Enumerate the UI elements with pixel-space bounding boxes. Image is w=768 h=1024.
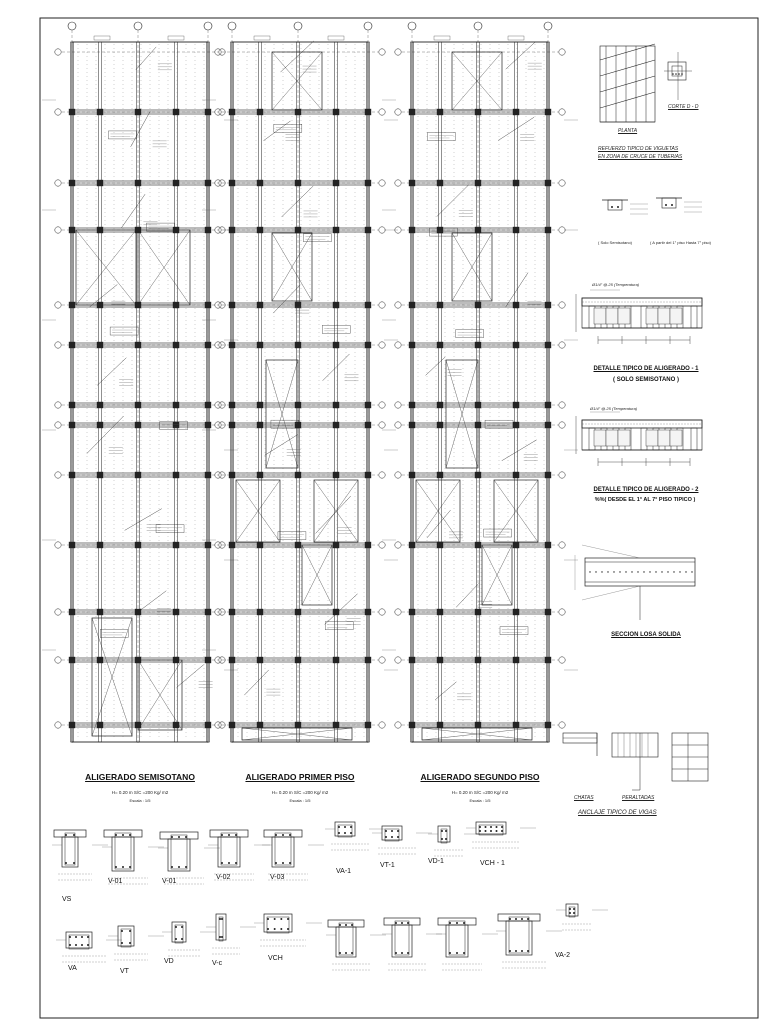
axis-bubble — [204, 22, 212, 30]
viguetas-title: REFUERZO TIPICO DE VIGUETAS — [598, 146, 679, 152]
temperature-note-1: Ø1/4" @.25 (Temperatura) — [592, 282, 640, 287]
axis-bubble — [55, 49, 61, 55]
axis-bubble — [55, 342, 61, 348]
floor-plan-3 — [382, 22, 578, 745]
beam-section-vd1 — [428, 826, 480, 856]
beam-section-vs — [52, 830, 108, 880]
axis-bubble — [134, 22, 142, 30]
axis-bubble — [379, 609, 385, 615]
losa-solida-section — [575, 545, 695, 620]
axis-bubble — [364, 22, 372, 30]
losa-solida-title: SECCION LOSA SOLIDA — [611, 632, 681, 638]
vigueta-reinforcement-detail — [600, 44, 692, 122]
beam-label-vch1: VCH - 1 — [480, 860, 505, 867]
beam-section-vt1 — [372, 826, 432, 854]
beam-section-v01a — [102, 830, 164, 884]
anclaje-tipico-vigas — [563, 733, 658, 790]
axis-bubble — [379, 302, 385, 308]
aligerado-2-title: DETALLE TIPICO DE ALIGERADO - 2 — [593, 487, 699, 493]
axis-bubble — [395, 302, 401, 308]
floor-plan-1 — [42, 22, 238, 745]
floor-plans — [42, 22, 578, 745]
axis-bubble — [559, 342, 565, 348]
axis-bubble — [559, 422, 565, 428]
axis-bubble — [395, 609, 401, 615]
beam-label-v01b: V-01 — [162, 878, 177, 885]
aligerado-1-title: DETALLE TIPICO DE ALIGERADO - 1 — [593, 366, 699, 372]
axis-bubble — [559, 657, 565, 663]
axis-bubble — [474, 22, 482, 30]
aligerado-1-subtitle: ( SOLO SEMISOTANO ) — [613, 377, 679, 383]
axis-bubble — [55, 722, 61, 728]
axis-bubble — [379, 109, 385, 115]
axis-bubble — [395, 49, 401, 55]
beam-label-v02: V-02 — [216, 874, 231, 881]
axis-bubble — [379, 472, 385, 478]
axis-bubble — [395, 722, 401, 728]
beam-section-va1 — [325, 822, 385, 850]
beam-section-extra-1 — [326, 920, 386, 970]
beam-label-vt: VT — [120, 968, 129, 975]
axis-bubble — [55, 302, 61, 308]
beam-label-vs: VS — [62, 896, 72, 903]
axis-bubble — [559, 109, 565, 115]
vigueta-base-sections — [602, 198, 702, 214]
plan-title-primer-piso: ALIGERADO PRIMER PISO — [245, 772, 355, 782]
axis-bubble — [55, 227, 61, 233]
axis-bubble — [559, 609, 565, 615]
axis-bubble — [55, 542, 61, 548]
aligerado-detail-1 — [576, 290, 702, 344]
axis-bubble — [379, 542, 385, 548]
axis-bubble — [408, 22, 416, 30]
axis-bubble — [55, 657, 61, 663]
beam-section-v01b — [158, 832, 220, 884]
beam-label-vd: VD — [164, 958, 174, 965]
plan-spec-segundo-piso: H= 0.20 m S/C =200 Kg/ m2 — [451, 790, 509, 795]
beam-label-vt1: VT-1 — [380, 862, 395, 869]
beam-section-vt — [108, 926, 164, 960]
beam-section-vch — [254, 914, 322, 946]
axis-bubble — [68, 22, 76, 30]
plan-spec-primer-piso: H= 0.20 m S/C =200 Kg/ m2 — [271, 790, 329, 795]
plan-scale-segundo-piso: Escala : 1/5 — [469, 798, 491, 803]
axis-bubble — [395, 402, 401, 408]
axis-bubble — [395, 422, 401, 428]
beam-section-extra-3 — [436, 918, 498, 970]
axis-bubble — [379, 402, 385, 408]
axis-bubble — [55, 402, 61, 408]
chatas-label: CHATAS — [574, 795, 594, 801]
beam-section-extra-4 — [496, 914, 562, 968]
beam-section-va2 — [556, 904, 608, 930]
axis-bubble — [55, 609, 61, 615]
viguetas-subtitle: EN ZONA DE CRUCE DE TUBERIAS — [598, 154, 683, 160]
plan-title-semisotano: ALIGERADO SEMISOTANO — [85, 772, 195, 782]
plan-title-segundo-piso: ALIGERADO SEGUNDO PISO — [420, 772, 540, 782]
axis-bubble — [55, 180, 61, 186]
beam-label-va2: VA-2 — [555, 952, 571, 959]
peraltadas-label: PERALTADAS — [622, 795, 655, 801]
planta-label: PLANTA — [618, 128, 638, 134]
floor-plan-2 — [202, 22, 398, 745]
aligerado-2-subtitle: %%( DESDE EL 1° AL 7° PISO TIPICO ) — [594, 497, 696, 503]
beam-label-va: VA — [68, 965, 77, 972]
axis-bubble — [395, 109, 401, 115]
plan-spec-semisotano: H= 0.20 m S/C =200 Kg/ m2 — [111, 790, 169, 795]
axis-bubble — [559, 180, 565, 186]
axis-bubble — [395, 342, 401, 348]
plan-scale-primer-piso: Escala : 1/5 — [289, 798, 311, 803]
axis-bubble — [379, 342, 385, 348]
axis-bubble — [559, 542, 565, 548]
beam-section-extra-2 — [382, 918, 442, 970]
aligerado-detail-2 — [576, 412, 702, 466]
beam-label-vch: VCH — [268, 955, 283, 962]
beam-sections — [52, 822, 608, 970]
vb-right-note: ( A partir del 1° piso Hasta 7° piso) — [650, 240, 712, 245]
beam-label-vd1: VD-1 — [428, 858, 444, 865]
axis-bubble — [559, 49, 565, 55]
beam-section-va — [56, 932, 122, 962]
axis-bubble — [55, 109, 61, 115]
axis-bubble — [294, 22, 302, 30]
anclaje-table — [672, 733, 708, 781]
axis-bubble — [559, 402, 565, 408]
axis-bubble — [379, 657, 385, 663]
axis-bubble — [228, 22, 236, 30]
beam-label-vc: V-c — [212, 960, 223, 967]
beam-section-vch1 — [466, 822, 536, 848]
beam-section-v03 — [262, 830, 324, 880]
axis-bubble — [379, 722, 385, 728]
axis-bubble — [379, 422, 385, 428]
axis-bubble — [559, 302, 565, 308]
temperature-note-2: Ø1/4" @.25 (Temperatura) — [590, 406, 638, 411]
beam-label-v01a: V-01 — [108, 878, 123, 885]
axis-bubble — [559, 722, 565, 728]
beam-section-v02 — [208, 830, 270, 880]
axis-bubble — [395, 180, 401, 186]
beam-label-va1: VA-1 — [336, 868, 352, 875]
beam-label-v03: V-03 — [270, 874, 285, 881]
beam-section-vc — [206, 914, 256, 954]
vb-left-note: ( Solo Semisotano) — [598, 240, 633, 245]
corte-label: CORTE D - D — [668, 104, 699, 110]
axis-bubble — [55, 422, 61, 428]
axis-bubble — [395, 472, 401, 478]
axis-bubble — [559, 472, 565, 478]
axis-bubble — [395, 542, 401, 548]
axis-bubble — [379, 180, 385, 186]
anclaje-title: ANCLAJE TIPICO DE VIGAS — [578, 810, 657, 816]
axis-bubble — [379, 49, 385, 55]
axis-bubble — [544, 22, 552, 30]
axis-bubble — [395, 657, 401, 663]
plan-scale-semisotano: Escala : 1/5 — [129, 798, 151, 803]
axis-bubble — [55, 472, 61, 478]
